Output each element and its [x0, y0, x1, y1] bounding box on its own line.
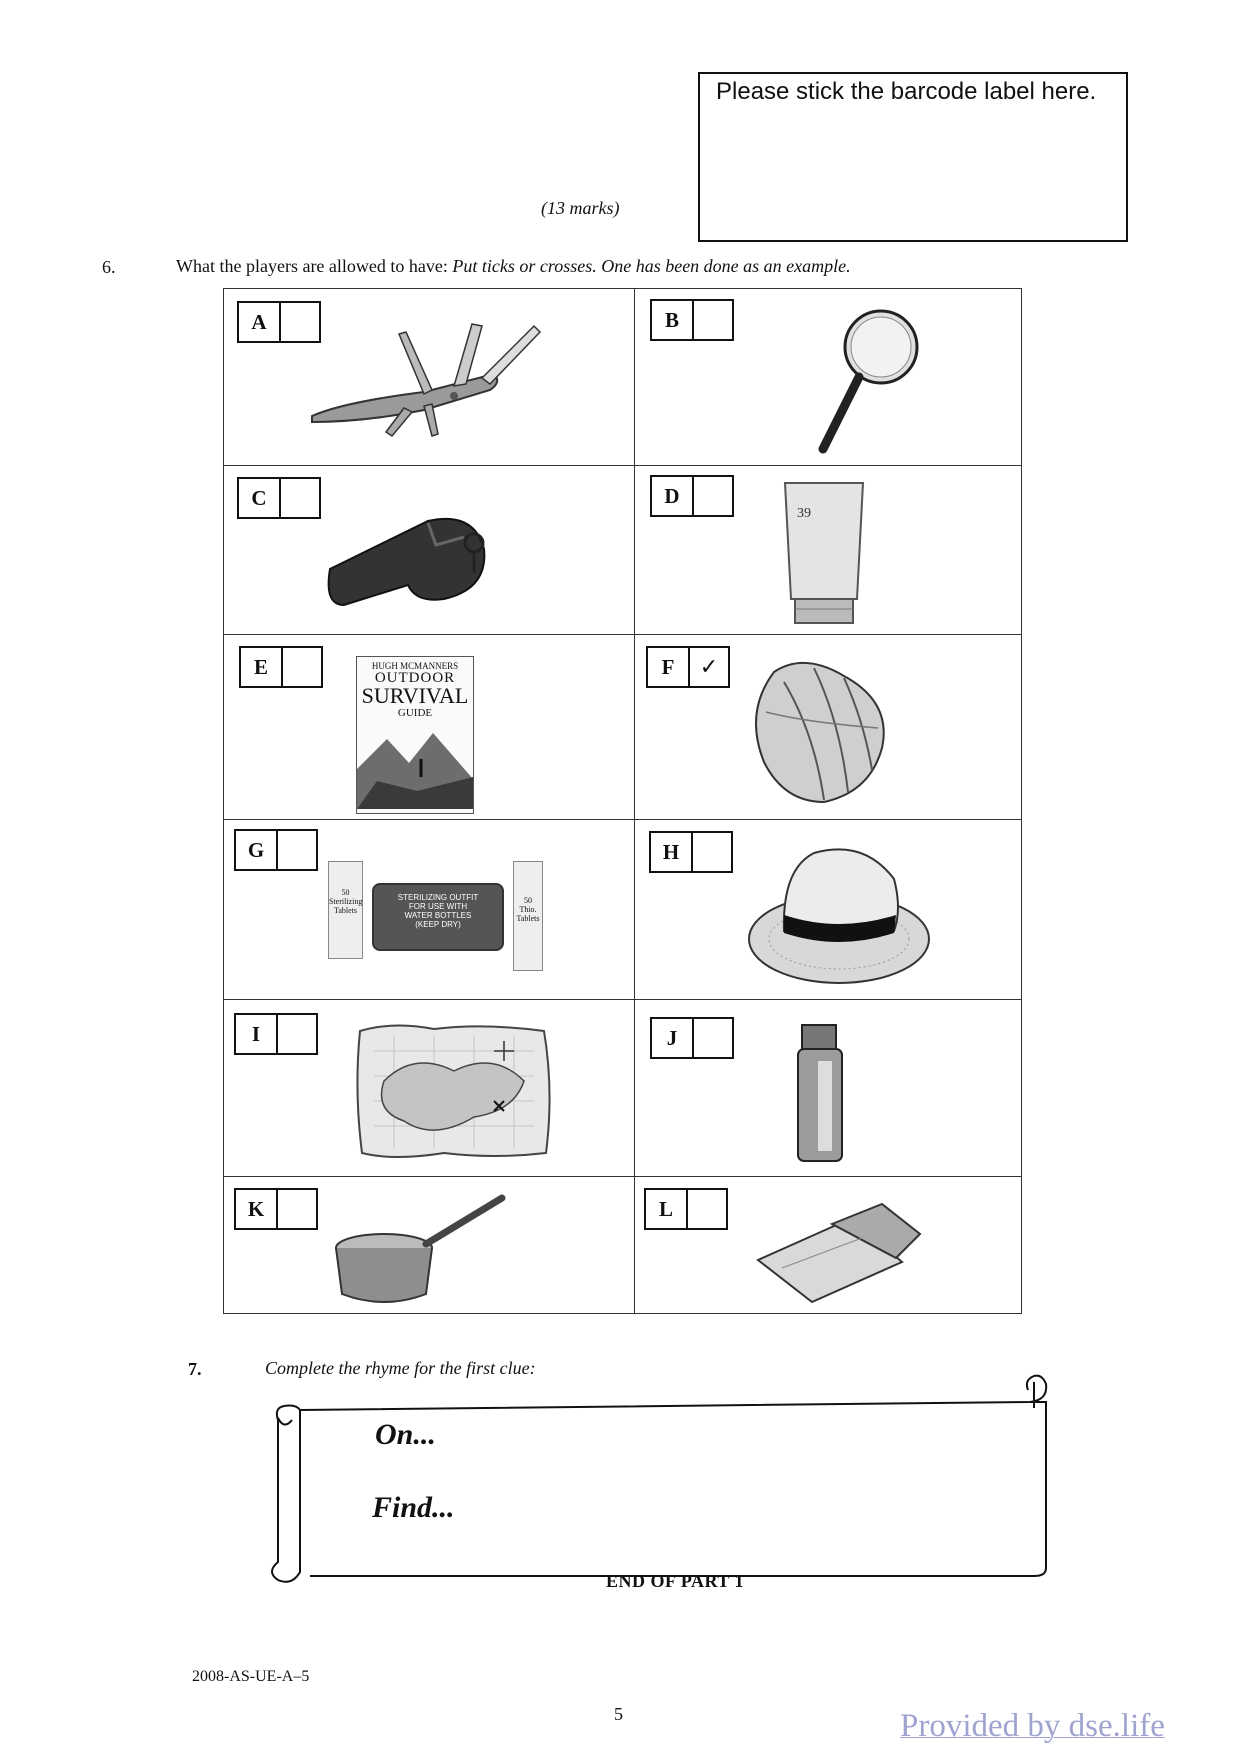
item-cell-i — [224, 999, 634, 1176]
question-6-instruction: Put ticks or crosses. One has been done as an example. — [452, 256, 851, 276]
item-letter: F — [648, 648, 690, 686]
item-cell-b — [634, 289, 1023, 465]
answer-box-d[interactable] — [650, 475, 734, 517]
item-letter: E — [241, 648, 283, 686]
end-of-part-text: END OF PART 1 — [606, 1571, 745, 1591]
answer-mark — [278, 1190, 316, 1228]
bottle-label-line: 50 — [524, 896, 532, 905]
answer-box-h[interactable] — [649, 831, 733, 873]
bottle-label-line: Sterilizing — [329, 897, 363, 906]
item-cell-k — [224, 1176, 634, 1315]
item-letter: G — [236, 831, 278, 869]
tablet-bottle-icon — [513, 861, 543, 971]
scroll-frame — [270, 1372, 1060, 1587]
tin-label-line: WATER BOTTLES — [404, 911, 472, 920]
answer-mark — [283, 648, 321, 686]
shell-icon — [744, 652, 894, 812]
question-7-text: Complete the rhyme for the first clue: — [265, 1358, 536, 1378]
marks-text: (13 marks) — [541, 198, 620, 218]
page-number: 5 — [614, 1704, 623, 1724]
hat-icon — [744, 839, 934, 989]
item-cell-h — [634, 819, 1023, 999]
answer-mark — [281, 479, 319, 517]
item-letter: A — [239, 303, 281, 341]
answer-mark — [694, 477, 732, 515]
answer-box-i[interactable] — [234, 1013, 318, 1055]
question-6-text: What the players are allowed to have: — [176, 256, 448, 276]
survival-guide-book-icon — [356, 656, 474, 814]
bottle-label-line: Thio. — [519, 905, 537, 914]
question-6-number: 6. — [102, 257, 116, 277]
tablet-bottle-icon — [328, 861, 363, 959]
sunscreen-tube-icon — [779, 479, 869, 629]
answer-mark — [278, 1015, 316, 1053]
item-letter: B — [652, 301, 694, 339]
item-letter: D — [652, 477, 694, 515]
item-cell-c — [224, 465, 634, 634]
answer-box-j[interactable] — [650, 1017, 734, 1059]
answer-box-g[interactable] — [234, 829, 318, 871]
answer-box-k[interactable] — [234, 1188, 318, 1230]
provided-by-watermark[interactable]: Provided by dse.life — [900, 1708, 1165, 1744]
book-cover-mountain-icon — [357, 719, 473, 809]
answer-mark — [278, 831, 316, 869]
book-title-line: SURVIVAL — [361, 683, 469, 708]
item-cell-l — [634, 1176, 1023, 1315]
item-cell-g — [224, 819, 634, 999]
tube-label: 39 — [797, 506, 811, 521]
magnifying-glass-icon — [809, 307, 929, 457]
rhyme-line-find[interactable]: Find... — [372, 1491, 455, 1524]
book-author: HUGH MCMANNERS — [371, 661, 459, 671]
item-letter: C — [239, 479, 281, 517]
paper-code: 2008-AS-UE-A–5 — [192, 1668, 310, 1685]
tin-label-line: (KEEP DRY) — [415, 920, 461, 929]
bottle-label-line: 50 — [341, 888, 350, 897]
item-letter: H — [651, 833, 693, 871]
treasure-map-icon — [354, 1021, 554, 1161]
foil-blanket-icon — [752, 1198, 922, 1308]
item-letter: J — [652, 1019, 694, 1057]
answer-box-f[interactable] — [646, 646, 730, 688]
answer-mark: ✓ — [699, 654, 719, 680]
answer-mark — [688, 1190, 726, 1228]
question-6-prompt — [176, 256, 851, 277]
item-letter: L — [646, 1190, 688, 1228]
whistle-icon — [324, 493, 504, 623]
answer-mark — [694, 1019, 732, 1057]
item-cell-d — [634, 465, 1023, 634]
items-grid — [223, 288, 1022, 1314]
lighter-icon — [792, 1021, 852, 1166]
rhyme-line-on[interactable]: On... — [375, 1418, 436, 1451]
bottle-label-line: Tablets — [334, 906, 357, 915]
item-letter: I — [236, 1015, 278, 1053]
answer-mark — [693, 833, 731, 871]
item-letter: K — [236, 1190, 278, 1228]
item-cell-j — [634, 999, 1023, 1176]
pocket-knife-icon — [304, 304, 544, 444]
answer-mark — [694, 301, 732, 339]
tin-label-line: FOR USE WITH — [408, 902, 468, 911]
answer-box-e[interactable] — [239, 646, 323, 688]
barcode-label-box — [698, 72, 1128, 242]
saucepan-icon — [334, 1194, 524, 1312]
answer-box-l[interactable] — [644, 1188, 728, 1230]
item-cell-a — [224, 289, 634, 465]
barcode-label-text: Please stick the barcode label here. — [716, 78, 1097, 105]
question-7-number: 7. — [188, 1359, 202, 1379]
book-title-line: GUIDE — [397, 707, 433, 719]
tin-label-line: STERILIZING OUTFIT — [397, 893, 479, 902]
answer-box-c[interactable] — [237, 477, 321, 519]
answer-box-b[interactable] — [650, 299, 734, 341]
item-cell-f — [634, 634, 1023, 819]
item-cell-e — [224, 634, 634, 819]
sterilizing-tin-icon — [372, 883, 504, 951]
book-title-line: OUTDOOR — [374, 670, 456, 686]
bottle-label-line: Tablets — [516, 914, 540, 923]
